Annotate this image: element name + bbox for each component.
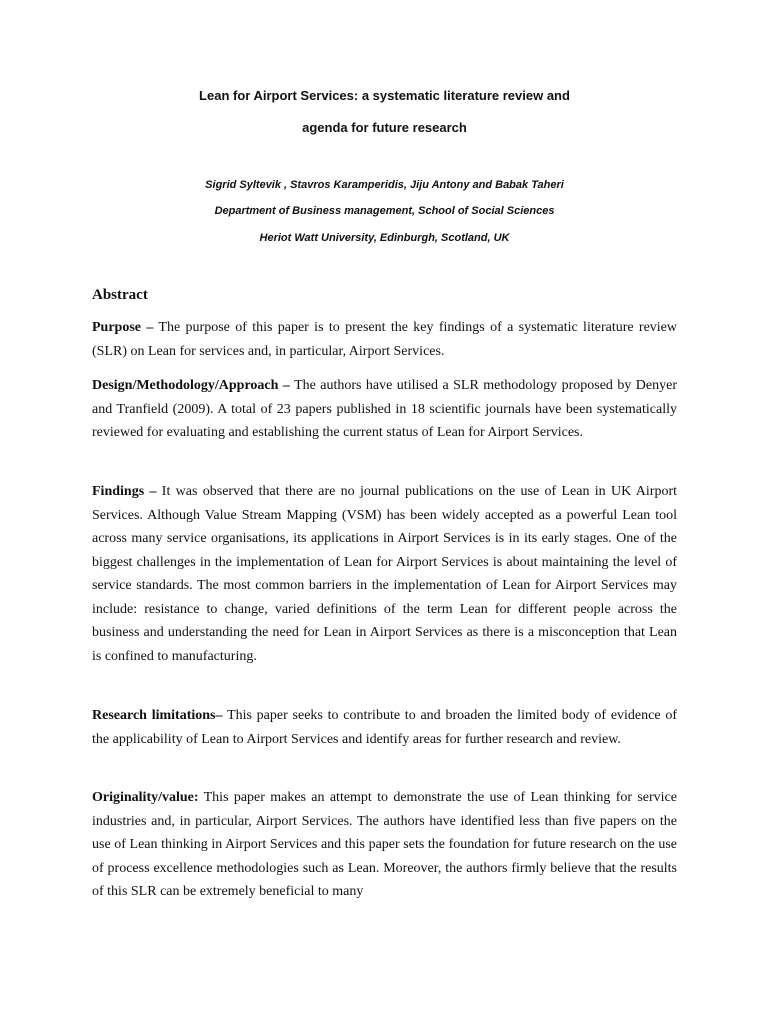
- abstract-design: [92, 374, 677, 445]
- purpose-label: Purpose –: [92, 320, 154, 335]
- abstract-heading: Abstract: [92, 287, 148, 303]
- abstract-findings: [92, 480, 677, 668]
- design-text: The authors have utilised a SLR methodology proposed by Denyer and Tranfield (2009). A total of 23 papers published in 18 scientific journals have been systematically reviewed for evaluating and establishing the current status of Lean for Airport Services.: [92, 378, 677, 440]
- abstract-originality: [92, 786, 677, 904]
- originality-text: This paper makes an attempt to demonstrate the use of Lean thinking for service industries and, in particular, Airport Services. The authors have identified less than five papers on the use of Lean thinking in Airport Services and this paper sets the foundation for future research on the use of process excellence methodologies such as Lean. Moreover, the authors firmly believe that the results of this SLR can be extremely beneficial to many: [92, 790, 677, 899]
- purpose-text: The purpose of this paper is to present the key findings of a systematic literature review (SLR) on Lean for services and, in particular, Airport Services.: [92, 320, 678, 359]
- paper-title-line-2: agenda for future research: [302, 120, 467, 135]
- paper-page: [92, 0, 677, 1024]
- limitations-text: This paper seeks to contribute to and broaden the limited body of evidence of the applicability of Lean to Airport Services and identify areas for further research and review.: [92, 708, 677, 747]
- design-label: Design/Methodology/Approach –: [92, 378, 290, 393]
- paper-title-line-1: Lean for Airport Services: a systematic literature review and: [199, 88, 570, 103]
- abstract-purpose: [92, 316, 677, 363]
- abstract-limitations: [92, 704, 677, 751]
- paper-department: Department of Business management, School of Social Sciences: [214, 205, 555, 217]
- findings-label: Findings –: [92, 484, 157, 499]
- paper-authors: Sigrid Syltevik , Stavros Karamperidis, Jiju Antony and Babak Taheri: [205, 179, 564, 191]
- findings-text: It was observed that there are no journal publications on the use of Lean in UK Airport Services. Although Value Stream Mapping (VSM) has been widely accepted as a powerful Lean tool across many service organisations, its applications in Airport Services is in its early stages. One of the biggest challenges in the implementation of Lean for Airport Services is about maintaining the level of service standards. The most common barriers in the implementation of Lean for Airport Services may include: resistance to change, varied definitions of the term Lean for different people across the business and understanding the need for Lean in Airport Services as there is a misconception that Lean is confined to manufacturing.: [92, 484, 677, 664]
- paper-university: Heriot Watt University, Edinburgh, Scotland, UK: [259, 232, 510, 244]
- limitations-label: Research limitations–: [92, 708, 223, 723]
- originality-label: Originality/value:: [92, 790, 199, 805]
